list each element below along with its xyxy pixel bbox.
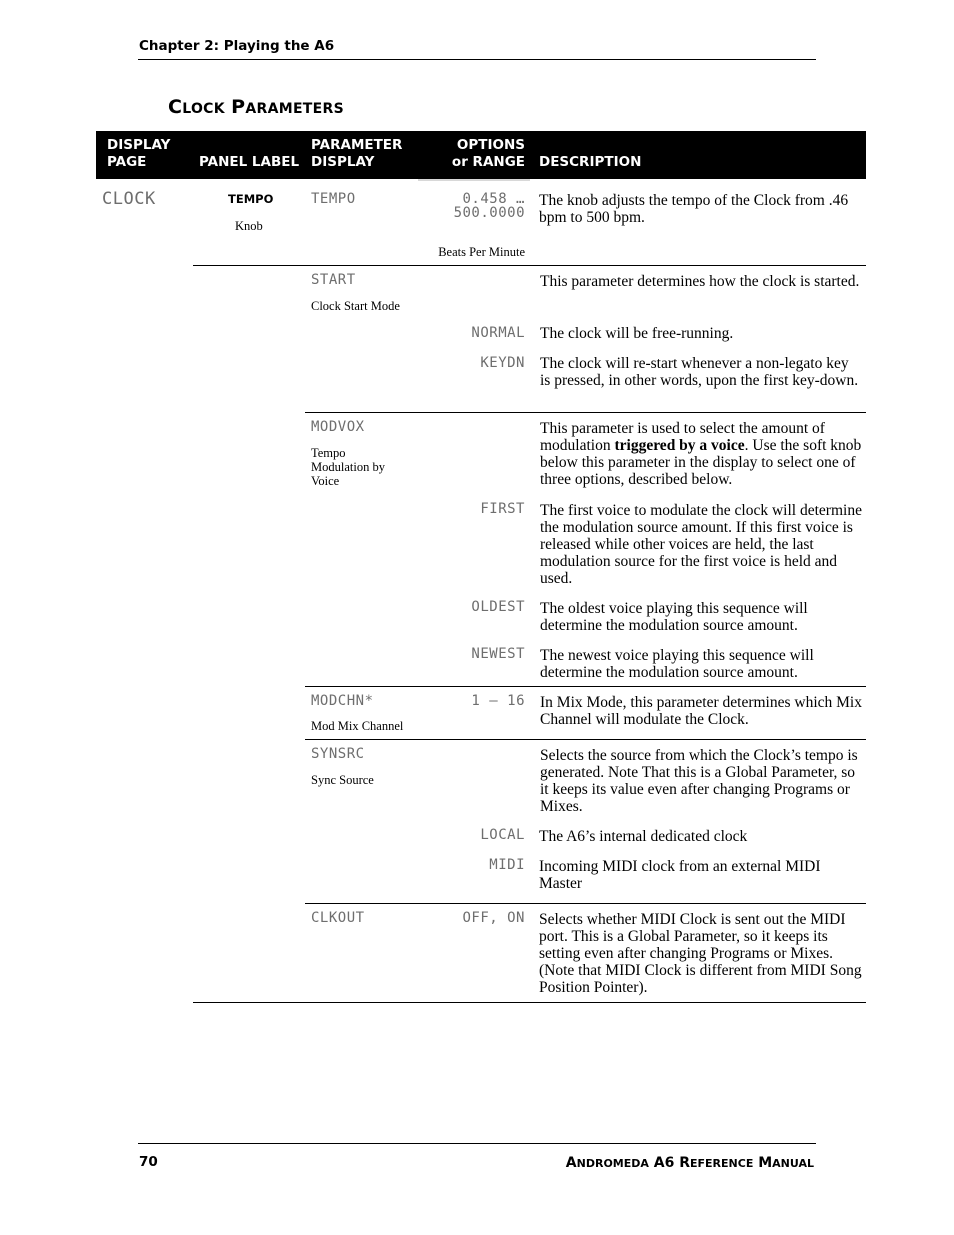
option-midi: MIDI (489, 857, 525, 873)
row-rule (305, 903, 866, 904)
param-display-start: START (311, 272, 356, 288)
option-keydn: KEYDN (480, 355, 525, 371)
option-newest: NEWEST (471, 646, 525, 662)
table-bottom-rule (193, 1002, 866, 1003)
row-rule (193, 265, 866, 266)
header-rule (138, 59, 816, 60)
row-rule (305, 686, 866, 687)
desc-modchn: In Mix Mode, this parameter determines which Mix Channel will modulate the Clock. (540, 694, 862, 728)
th-options-range: OPTIONS or RANGE (451, 137, 525, 170)
param-display-modchn: MODCHN* (311, 693, 374, 709)
option-oldest: OLDEST (471, 599, 525, 615)
range-clkout: OFF, ON (462, 910, 525, 926)
chapter-header: Chapter 2: Playing the A6 (139, 38, 335, 54)
th-display-page: DISPLAY PAGE (107, 137, 171, 170)
range-tempo-unit: Beats Per Minute (438, 245, 525, 259)
footer-manual-title: ANDROMEDA A6 REFERENCE MANUAL (565, 1155, 814, 1171)
param-display-clkout: CLKOUT (311, 910, 365, 926)
desc-keydn: The clock will re-start whenever a non-legato key is pressed, in other words, upon the first key-down. (540, 355, 859, 389)
row-rule (305, 412, 866, 413)
table-header (96, 131, 866, 179)
desc-oldest: The oldest voice playing this sequence will determine the modulation source amount. (540, 600, 808, 634)
param-display-tempo: TEMPO (311, 191, 356, 207)
desc-synsrc: Selects the source from which the Clock’s tempo is generated. Note That this is a Global Parameter, so it keeps its value even after changing Programs or Mixes. (540, 747, 858, 815)
param-label-start: Clock Start Mode (311, 299, 400, 313)
panel-label-knob: Knob (235, 219, 263, 233)
desc-modvox: This parameter is used to select the amount of modulation triggered by a voice. Use the soft knob below this parameter in the display to select one of three options, described below. (540, 420, 862, 488)
th-parameter-display: PARAMETER DISPLAY (311, 137, 403, 170)
option-normal: NORMAL (471, 325, 525, 341)
param-label-modchn: Mod Mix Channel (311, 719, 404, 733)
desc-local: The A6’s internal dedicated clock (539, 828, 748, 845)
option-local: LOCAL (480, 827, 525, 843)
param-label-modvox: Tempo Modulation by Voice (311, 446, 385, 488)
desc-clkout: Selects whether MIDI Clock is sent out the MIDI port. This is a Global Parameter, so it keeps its setting even after changing Programs or Mixes. (Note that MIDI Clock is different from MIDI Song Position Pointer). (539, 911, 862, 996)
page-number: 70 (139, 1154, 158, 1170)
desc-normal: The clock will be free-running. (540, 325, 734, 342)
param-display-modvox: MODVOX (311, 419, 365, 435)
row-rule (305, 739, 866, 740)
desc-midi: Incoming MIDI clock from an external MIDI Master (539, 858, 821, 892)
range-modchn: 1 – 16 (471, 693, 525, 709)
display-page-clock: CLOCK (102, 189, 156, 209)
th-panel-label: PANEL LABEL (199, 154, 300, 170)
desc-start: This parameter determines how the clock is started. (540, 273, 860, 290)
option-first: FIRST (480, 501, 525, 517)
param-label-synsrc: Sync Source (311, 773, 374, 787)
desc-first: The first voice to modulate the clock will determine the modulation source amount. If this first voice is released while other voices are held, the last modulation source for the first voice is held and used. (540, 502, 862, 587)
range-tempo-min: 0.458 … (462, 191, 525, 207)
param-display-synsrc: SYNSRC (311, 746, 365, 762)
panel-label-tempo: TEMPO (228, 192, 274, 206)
section-title: CLOCK PARAMETERS (168, 96, 344, 118)
th-description: DESCRIPTION (539, 154, 642, 170)
footer-rule (138, 1143, 816, 1144)
desc-tempo: The knob adjusts the tempo of the Clock from .46 bpm to 500 bpm. (539, 192, 849, 226)
options-underline (418, 179, 530, 181)
desc-newest: The newest voice playing this sequence will determine the modulation source amount. (540, 647, 814, 681)
range-tempo-max: 500.0000 (453, 205, 525, 221)
